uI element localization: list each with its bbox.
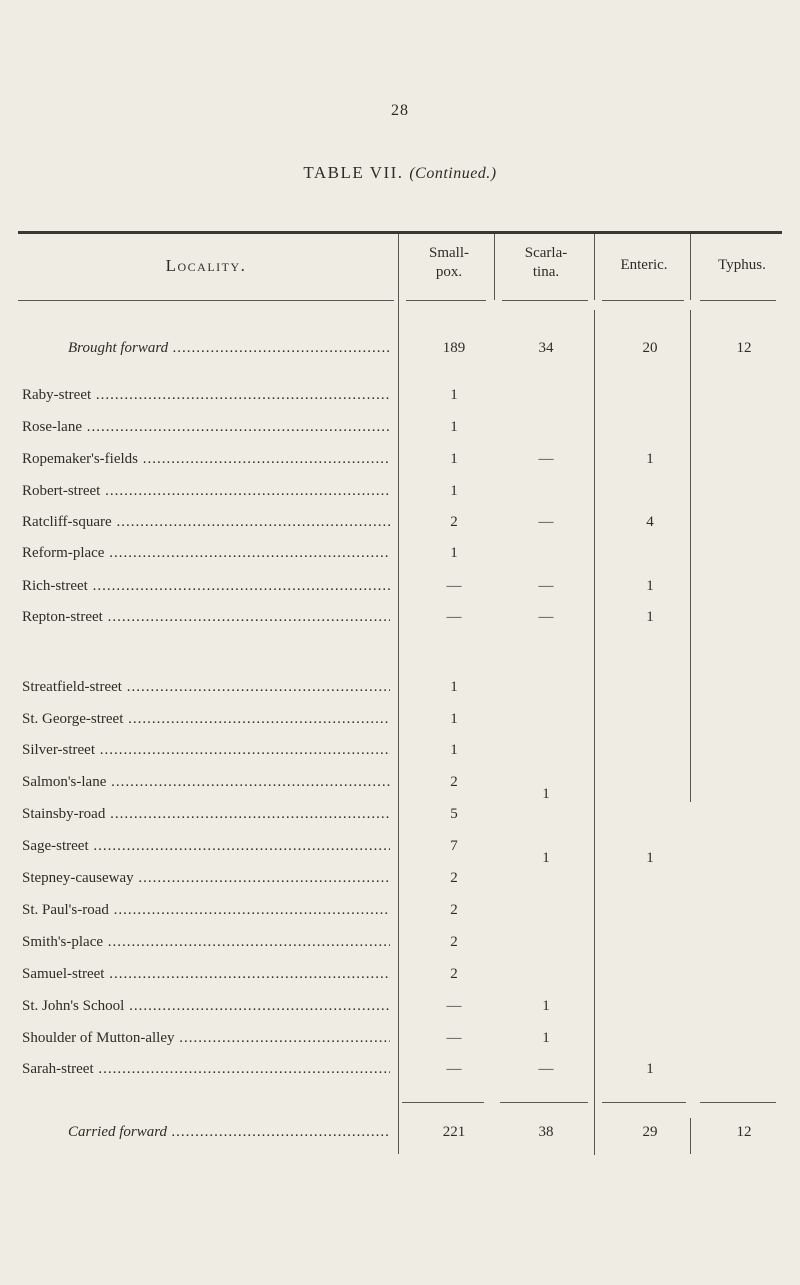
row-smallpox: 1 xyxy=(450,679,458,695)
table-row xyxy=(0,514,800,540)
header-typhus: Typhus. xyxy=(718,257,766,273)
row-scarlatina: — xyxy=(538,578,554,594)
table-row xyxy=(0,451,800,477)
table-row xyxy=(0,742,800,768)
scarlatina-value-salmons-stainsby: 1 xyxy=(542,786,550,802)
row-scarlatina: — xyxy=(538,609,554,625)
row-locality: St. George-street ..... xyxy=(22,711,390,728)
table-row xyxy=(0,774,800,800)
row-scarlatina: 1 xyxy=(542,1030,550,1046)
row-smallpox: — xyxy=(446,998,462,1014)
row-locality: Smith's-place ..... xyxy=(22,934,390,951)
row-locality: Samuel-street ..... xyxy=(22,966,390,983)
row-smallpox: 1 xyxy=(450,711,458,727)
row-smallpox: 2 xyxy=(450,514,458,530)
header-scarlatina-line1: Scarla- xyxy=(524,245,568,261)
row-enteric: 4 xyxy=(646,514,654,530)
column-rule-3a xyxy=(594,234,595,300)
row-smallpox: 2 xyxy=(450,934,458,950)
row-smallpox: 1 xyxy=(450,387,458,403)
row-locality: Robert-street ..... xyxy=(22,483,390,500)
row-locality: Stainsby-road ..... xyxy=(22,806,390,823)
header-rule-enteric xyxy=(602,300,684,301)
header-enteric: Enteric. xyxy=(620,257,668,273)
table-row xyxy=(0,711,800,737)
header-rule-scarlatina xyxy=(502,300,588,301)
row-scarlatina: — xyxy=(538,451,554,467)
table-row xyxy=(0,1030,800,1056)
row-locality: Shoulder of Mutton-alley ..... xyxy=(22,1030,390,1047)
table-row xyxy=(0,1061,800,1087)
header-smallpox xyxy=(406,244,492,282)
row-enteric: 1 xyxy=(646,1061,654,1077)
table-row xyxy=(0,966,800,992)
row-locality: Reform-place ..... xyxy=(22,545,390,562)
row-smallpox: 1 xyxy=(450,742,458,758)
row-locality: Raby-street ..... xyxy=(22,387,390,404)
row-locality: Sarah-street ..... xyxy=(22,1061,390,1078)
table-row xyxy=(0,545,800,571)
row-smallpox: — xyxy=(446,1030,462,1046)
row-locality: Sage-street ..... xyxy=(22,838,390,855)
carried-forward-scarlatina: 38 xyxy=(538,1124,554,1140)
table-row xyxy=(0,998,800,1024)
row-locality: Ropemaker's-fields ..... xyxy=(22,451,390,468)
table-row xyxy=(0,806,800,832)
scarlatina-value-sage-stepney: 1 xyxy=(542,850,550,866)
brought-forward-label: Brought forward ..... xyxy=(22,340,390,357)
row-enteric: 1 xyxy=(646,451,654,467)
header-locality: Locality. xyxy=(165,256,247,275)
header-smallpox-line1: Small- xyxy=(429,245,469,261)
table-title-text: TABLE VII. xyxy=(303,163,404,182)
row-locality: St. Paul's-road ..... xyxy=(22,902,390,919)
carried-forward-typhus: 12 xyxy=(736,1124,752,1140)
enteric-value-sage-stepney: 1 xyxy=(646,850,654,866)
row-smallpox: — xyxy=(446,1061,462,1077)
header-rule-locality xyxy=(18,300,394,301)
row-smallpox: — xyxy=(446,609,462,625)
brought-forward-smallpox: 189 xyxy=(442,340,466,356)
carried-forward-enteric: 29 xyxy=(642,1124,658,1140)
table-top-rule xyxy=(18,231,782,234)
total-rule-typhus xyxy=(700,1102,776,1103)
row-smallpox: 2 xyxy=(450,902,458,918)
column-rule-2a xyxy=(494,234,495,300)
header-rule-smallpox xyxy=(406,300,486,301)
row-locality: Repton-street ..... xyxy=(22,609,390,626)
row-locality: Silver-street ..... xyxy=(22,742,390,759)
row-locality: Streatfield-street ..... xyxy=(22,679,390,696)
row-locality: Ratcliff-square ..... xyxy=(22,514,390,531)
table-title-note: (Continued.) xyxy=(409,165,497,182)
row-locality: Rich-street ..... xyxy=(22,578,390,595)
row-smallpox: 1 xyxy=(450,545,458,561)
total-rule-smallpox xyxy=(402,1102,484,1103)
table-row xyxy=(0,578,800,604)
row-smallpox: 5 xyxy=(450,806,458,822)
row-locality: Stepney-causeway ..... xyxy=(22,870,390,887)
table-row xyxy=(0,902,800,928)
row-locality: Salmon's-lane ..... xyxy=(22,774,390,791)
row-carried-forward xyxy=(0,1124,800,1150)
row-smallpox: 2 xyxy=(450,966,458,982)
carried-forward-smallpox: 221 xyxy=(442,1124,466,1140)
header-smallpox-line2: pox. xyxy=(435,264,463,280)
table-title xyxy=(0,163,800,183)
table-row xyxy=(0,679,800,705)
row-scarlatina: 1 xyxy=(542,998,550,1014)
row-enteric: 1 xyxy=(646,609,654,625)
row-scarlatina: — xyxy=(538,1061,554,1077)
header-rule-typhus xyxy=(700,300,776,301)
row-smallpox: 1 xyxy=(450,483,458,499)
table-row xyxy=(0,870,800,896)
table-row xyxy=(0,419,800,445)
row-smallpox: 1 xyxy=(450,419,458,435)
row-smallpox: 2 xyxy=(450,870,458,886)
carried-forward-label: Carried forward ..... xyxy=(22,1124,390,1141)
brought-forward-typhus: 12 xyxy=(736,340,752,356)
row-smallpox: 1 xyxy=(450,451,458,467)
table-row xyxy=(0,934,800,960)
row-smallpox: 2 xyxy=(450,774,458,790)
table-row xyxy=(0,609,800,635)
header-scarlatina xyxy=(498,244,594,282)
table-row xyxy=(0,387,800,413)
total-rule-enteric xyxy=(602,1102,686,1103)
column-rule-4a xyxy=(690,234,691,300)
total-rule-scarlatina xyxy=(500,1102,588,1103)
page-number: 28 xyxy=(391,102,409,119)
brought-forward-enteric: 20 xyxy=(642,340,658,356)
table-row xyxy=(0,483,800,509)
row-scarlatina: — xyxy=(538,514,554,530)
row-locality: Rose-lane ..... xyxy=(22,419,390,436)
row-brought-forward xyxy=(0,340,800,366)
row-smallpox: 7 xyxy=(450,838,458,854)
row-locality: St. John's School ..... xyxy=(22,998,390,1015)
header-scarlatina-line2: tina. xyxy=(532,264,560,280)
row-smallpox: — xyxy=(446,578,462,594)
row-enteric: 1 xyxy=(646,578,654,594)
brought-forward-scarlatina: 34 xyxy=(538,340,554,356)
